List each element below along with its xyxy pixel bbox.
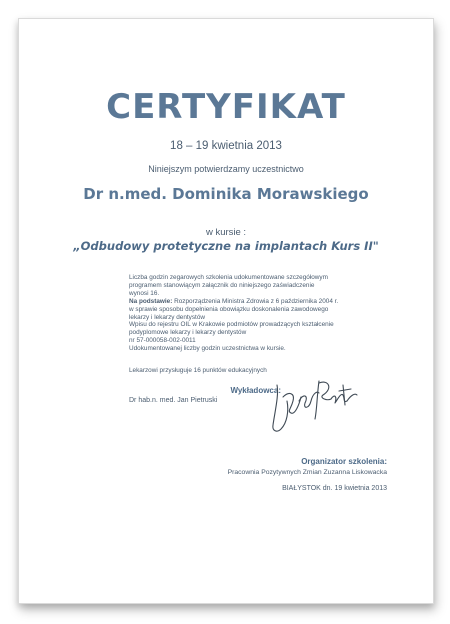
body-line: podyplomowe lekarzy i lekarzy dentystów	[129, 329, 247, 337]
confirmation-text: Niniejszym potwierdzamy uczestnictwo	[148, 164, 304, 174]
organizer-name: Pracownia Pozytywnych Zmian Zuzanna Liskowacka	[227, 469, 387, 476]
body-line: Liczba godzin zegarowych szkolenia udokumentowane szczegółowym	[129, 274, 328, 281]
body-line: wynosi 16.	[129, 289, 160, 297]
body-line: w sprawie sposobu dopełnienia obowiązku doskonalenia zawodowego	[129, 305, 329, 313]
lecturer-name: Dr hab.n. med. Jan Pietruski	[129, 397, 218, 404]
certificate-body	[129, 274, 409, 353]
body-line: lekarzy i lekarzy dentystów	[129, 313, 206, 321]
issue-place-date: BIAŁYSTOK dn. 19 kwietnia 2013	[282, 485, 387, 492]
certificate-page	[18, 18, 434, 604]
body-line: programem stanowiącym załącznik do niniejszego zaświadczenie	[129, 281, 315, 289]
education-points: Lekarzowi przysługuje 16 punktów edukacyjnych	[129, 367, 267, 374]
certificate-title: CERTYFIKAT	[106, 87, 346, 127]
lecturer-label: Wykładowca:	[230, 386, 281, 395]
lecturer-signature	[265, 371, 365, 441]
course-dates: 18 – 19 kwietnia 2013	[170, 140, 282, 152]
legal-basis-text: Rozporządzenia Ministra Zdrowia z 6 października 2004 r.	[172, 297, 339, 305]
organizer-label: Organizator szkolenia:	[301, 457, 387, 466]
in-course-label: w kursie :	[205, 227, 247, 238]
course-name: „Odbudowy protetyczne na implantach Kurs II"	[73, 239, 379, 253]
legal-basis-prefix: Na podstawie:	[129, 297, 173, 305]
body-line: nr 57-000058-002-0011	[129, 337, 196, 345]
body-line: Udokumentowanej liczby godzin uczestnictwa w kursie.	[129, 345, 286, 353]
body-line-legal-basis	[129, 298, 409, 306]
body-line: Wpisu do rejestru OIL w Krakowie podmiotów prowadzących kształcenie	[129, 321, 334, 329]
recipient-name: Dr n.med. Dominika Morawskiego	[83, 185, 369, 203]
